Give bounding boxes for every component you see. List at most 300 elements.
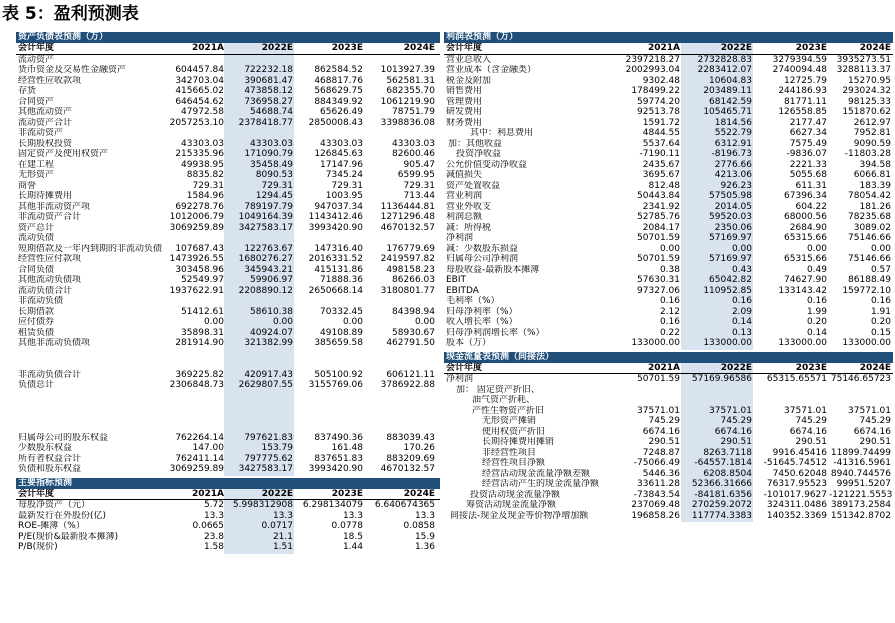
cell-value: 58930.67 — [392, 327, 435, 338]
cell-value: 37571.01 — [637, 405, 680, 416]
table-row — [16, 454, 440, 465]
cell-value: 147.00 — [192, 443, 224, 453]
cell-value: 59774.20 — [637, 96, 680, 107]
row-label: 负债和股东权益 — [18, 464, 82, 474]
cell-value: 2684.90 — [789, 222, 827, 233]
table-row — [16, 97, 440, 108]
cell-value: 0.0717 — [261, 521, 293, 531]
cell-value: 9916.45416 — [772, 447, 827, 458]
row-label: 营业成本（含金融类） — [446, 65, 537, 75]
cell-value: 74627.90 — [784, 275, 827, 285]
cell-value: 6674.16 — [642, 426, 680, 437]
cell-value: 13.3 — [272, 510, 293, 521]
row-label: 毛利率（%） — [446, 296, 500, 306]
table-row — [16, 307, 440, 318]
cell-value: -121221.5553 — [829, 489, 893, 500]
table-row — [444, 458, 893, 469]
cell-value: 15.9 — [414, 531, 435, 542]
cell-value: 415665.02 — [175, 86, 224, 96]
cell-value: 2022E — [720, 43, 752, 53]
cell-value: 736958.27 — [244, 96, 293, 107]
cell-value: 1937622.91 — [169, 285, 224, 296]
cell-value: 2023E — [795, 362, 827, 373]
cell-value: 52549.97 — [181, 275, 224, 285]
table-row — [16, 380, 440, 391]
cell-value: 0.38 — [659, 264, 680, 275]
cell-value: 0.00 — [731, 243, 752, 254]
table-row — [444, 128, 893, 139]
row-label: 合同资产 — [18, 96, 55, 107]
cell-value: 722232.18 — [244, 65, 293, 75]
cell-value: 369225.82 — [175, 369, 224, 380]
cell-value: 237069.48 — [631, 500, 680, 510]
section-header: 利润表预测（万） — [444, 32, 893, 43]
row-label: 少数股东权益 — [18, 443, 73, 453]
row-label: 净利润 — [446, 233, 474, 243]
cell-value: 5.998312908 — [232, 500, 293, 510]
row-label: 其中：利息费用 — [470, 128, 534, 138]
cell-value: 170.26 — [403, 443, 435, 453]
cell-value: 92513.78 — [637, 107, 680, 117]
cell-value: 0.20 — [806, 317, 827, 327]
cell-value: 745.29 — [720, 416, 752, 426]
table-row — [444, 296, 893, 307]
cell-value: 342703.04 — [175, 75, 224, 86]
cell-value: 47972.58 — [181, 107, 224, 117]
cell-value: 303458.96 — [175, 264, 224, 275]
cell-value: 5446.36 — [642, 468, 680, 479]
cell-value: 4213.06 — [714, 170, 752, 180]
table-row — [16, 139, 440, 150]
table-row — [444, 406, 893, 417]
cell-value: -9836.07 — [786, 149, 827, 159]
table-row — [444, 223, 893, 234]
table-row — [444, 448, 893, 459]
cell-value: 420917.43 — [244, 369, 293, 380]
cell-value: 13.3 — [203, 510, 224, 521]
cell-value: 0.00 — [342, 317, 363, 327]
row-label: 会计年度 — [18, 488, 55, 499]
table-row — [444, 254, 893, 265]
row-label: 间接法-现金及现金等价物净增加额 — [450, 510, 589, 521]
cell-value: 293024.32 — [842, 86, 891, 96]
table-row — [444, 118, 893, 129]
cell-value: 5.72 — [203, 500, 224, 510]
cell-value: 7575.49 — [789, 138, 827, 149]
cell-value: 86188.49 — [848, 275, 891, 285]
table-row — [16, 370, 440, 381]
table-row — [444, 244, 893, 255]
cell-value: 604.22 — [795, 201, 827, 212]
cell-value: 8263.7118 — [703, 447, 752, 458]
cell-value: 762264.14 — [175, 432, 224, 443]
table-row — [444, 265, 893, 276]
cell-value: 97327.06 — [637, 285, 680, 296]
row-label: 其他流动负债项 — [18, 275, 82, 285]
cell-value: 65042.82 — [709, 275, 752, 285]
row-label: 非流动资产 — [18, 128, 64, 138]
cell-value: 646454.62 — [175, 96, 224, 107]
cell-value: 2024E — [859, 362, 891, 373]
section-header: 主要指标预测 — [16, 478, 440, 489]
cell-value: 7450.62048 — [772, 468, 827, 479]
cell-value: 18.5 — [342, 531, 363, 542]
row-label: 会计年度 — [446, 43, 483, 53]
cell-value: 50701.59 — [637, 254, 680, 264]
cell-value: 1.99 — [806, 306, 827, 317]
table-row — [16, 338, 440, 349]
cell-value: 1012006.79 — [169, 212, 224, 222]
cell-value: 2629807.55 — [238, 380, 293, 390]
table-row — [444, 160, 893, 171]
row-label: 经营性应收款项 — [18, 75, 82, 86]
table-row — [16, 443, 440, 454]
row-label: 减：少数股东损益 — [446, 243, 519, 254]
cell-value: 3427583.17 — [238, 222, 293, 233]
cell-value: 0.00 — [806, 243, 827, 254]
row-label: 油气资产折耗、 — [472, 395, 536, 405]
cell-value: 6627.34 — [789, 128, 827, 138]
cell-value: 78054.42 — [848, 191, 891, 201]
table-row — [16, 422, 440, 433]
cell-value: 883039.43 — [386, 432, 435, 443]
cell-value: 7248.87 — [642, 447, 680, 458]
cell-value: 1143412.46 — [308, 212, 363, 222]
row-label: 资产总计 — [18, 222, 55, 233]
table-row — [16, 181, 440, 192]
cell-value: 151870.62 — [842, 107, 891, 117]
cell-value: 13.3 — [414, 510, 435, 521]
cell-value: 0.16 — [731, 296, 752, 306]
cell-value: 415131.86 — [314, 264, 363, 275]
table-row — [444, 511, 893, 522]
row-label: 货币资金及交易性金融资产 — [18, 65, 127, 75]
cell-value: 2022E — [261, 43, 293, 53]
cell-value: 281914.90 — [175, 338, 224, 348]
row-label: P/B(现价) — [18, 542, 58, 552]
cell-value: 35458.49 — [250, 159, 293, 170]
cell-value: 54688.74 — [250, 107, 293, 117]
cell-value: -41316.5961 — [833, 458, 891, 468]
cell-value: 3279394.59 — [772, 54, 827, 65]
cell-value: 82600.46 — [392, 149, 435, 159]
cell-value: 52785.76 — [637, 212, 680, 222]
table-row — [444, 338, 893, 349]
cell-value: 2612.97 — [853, 117, 891, 128]
row-label: 营业外收支 — [446, 201, 492, 212]
cell-value: 59520.03 — [709, 212, 752, 222]
cell-value: 171090.79 — [244, 149, 293, 159]
cell-value: 6674.16 — [789, 426, 827, 437]
cell-value: 2850008.43 — [308, 117, 363, 128]
cell-value: 2084.17 — [642, 222, 680, 233]
cell-value: 2397218.27 — [625, 54, 680, 65]
cell-value: 13.3 — [342, 510, 363, 521]
cell-value: 7952.81 — [853, 128, 891, 138]
cell-value: 105465.71 — [703, 107, 752, 117]
cell-value: 468817.76 — [314, 75, 363, 86]
cell-value: 604457.84 — [175, 65, 224, 75]
table-row — [444, 97, 893, 108]
row-label: EBITDA — [446, 285, 479, 296]
cell-value: 133000.00 — [778, 338, 827, 348]
row-label: 资产处置收益 — [446, 180, 501, 191]
table-row — [444, 76, 893, 87]
cell-value: 107687.43 — [175, 243, 224, 254]
cell-value: 884349.92 — [314, 96, 363, 107]
row-label: 所有者权益合计 — [18, 453, 82, 464]
cell-value: 6599.95 — [397, 170, 435, 180]
cell-value: 1013927.39 — [380, 65, 435, 75]
cell-value: 0.22 — [659, 327, 680, 338]
cell-value: 6674.16 — [714, 426, 752, 437]
row-label: 加： 固定资产折旧、 — [456, 384, 540, 395]
cell-value: 1294.45 — [255, 191, 293, 201]
cell-value: 176779.69 — [386, 243, 435, 254]
row-label: 经营活动产生的现金流量净额 — [482, 479, 600, 489]
cell-value: 57169.97 — [709, 254, 752, 264]
table-row — [444, 385, 893, 396]
cell-value: 178499.22 — [631, 86, 680, 96]
cell-value: 837490.36 — [314, 432, 363, 443]
row-label: 流动资产 — [18, 54, 55, 65]
cell-value: 3993420.90 — [308, 464, 363, 474]
table-row — [444, 139, 893, 150]
table-row — [444, 65, 893, 76]
cell-value: 49938.95 — [181, 159, 224, 170]
cell-value: 745.29 — [648, 416, 680, 426]
cell-value: 729.31 — [261, 180, 293, 191]
cell-value: 17147.96 — [320, 159, 363, 170]
cell-value: 35898.31 — [181, 327, 224, 338]
cell-value: 43303.03 — [320, 138, 363, 149]
table-row — [16, 317, 440, 328]
cell-value: 2221.33 — [789, 159, 827, 170]
table-header-row — [16, 43, 440, 54]
cell-value: 390681.47 — [244, 75, 293, 86]
row-label: 减：所得税 — [446, 222, 492, 233]
cell-value: 75146.66 — [848, 254, 891, 264]
cell-value: -75066.49 — [633, 458, 680, 468]
cell-value: 65315.65571 — [766, 374, 827, 384]
table-row — [16, 412, 440, 423]
table-row — [444, 500, 893, 511]
cell-value: 181.26 — [859, 201, 891, 212]
row-label: 非流动资产合计 — [18, 212, 82, 222]
cell-value: 0.15 — [870, 327, 891, 338]
section-header: 现金流量表预测（间接法） — [444, 352, 893, 363]
cell-value: 76317.95523 — [766, 479, 827, 489]
cell-value: 905.47 — [403, 159, 435, 170]
cell-value: 1680276.27 — [238, 254, 293, 264]
cell-value: 729.31 — [403, 180, 435, 191]
row-label: 合同负债 — [18, 264, 55, 275]
row-label: 非流动负债合计 — [18, 369, 82, 380]
cell-value: 682355.70 — [386, 86, 435, 96]
cell-value: 2350.06 — [714, 222, 752, 233]
table-row — [16, 76, 440, 87]
row-label: 经营性项目净额 — [482, 458, 546, 468]
row-label: 无形资产摊销 — [482, 416, 537, 426]
cell-value: 1049164.39 — [238, 212, 293, 222]
row-label: ROE-摊薄（%） — [18, 521, 85, 531]
row-label: 管理费用 — [446, 96, 483, 107]
cell-value: 215335.96 — [175, 149, 224, 159]
cell-value: 389173.2584 — [830, 500, 891, 510]
table-row — [444, 427, 893, 438]
cell-value: 0.00 — [870, 243, 891, 254]
cell-value: -11803.28 — [844, 149, 891, 159]
cell-value: 1003.95 — [325, 191, 363, 201]
row-label: P/E(现价&最新股本摊薄) — [18, 531, 119, 542]
cell-value: 110952.85 — [703, 285, 752, 296]
cell-value: 0.49 — [806, 264, 827, 275]
cell-value: 1271296.48 — [380, 212, 435, 222]
cell-value: 1814.56 — [714, 117, 752, 128]
table-row — [16, 223, 440, 234]
table-row — [444, 170, 893, 181]
cell-value: 926.23 — [720, 180, 752, 191]
row-label: 长期股权投资 — [18, 138, 73, 149]
cell-value: 2022E — [261, 488, 293, 499]
cell-value: 9302.48 — [642, 75, 680, 86]
cell-value: 9090.59 — [853, 138, 891, 149]
table-row — [16, 532, 440, 543]
cell-value: 11899.74499 — [830, 447, 891, 458]
cell-value: 99951.5207 — [836, 479, 891, 489]
table-row — [16, 244, 440, 255]
table-row — [444, 107, 893, 118]
table-row — [16, 212, 440, 223]
row-label: 归属母公司的股东权益 — [18, 432, 109, 443]
cell-value: 2023E — [795, 43, 827, 53]
cell-value: 140352.3369 — [766, 510, 827, 521]
row-label: 固定资产及使用权资产 — [18, 149, 109, 159]
row-label: 无形资产 — [18, 170, 55, 180]
table-row — [444, 233, 893, 244]
cell-value: 1.91 — [870, 306, 891, 317]
table-row — [16, 118, 440, 129]
cell-value: 3993420.90 — [308, 222, 363, 233]
cell-value: 0.16 — [659, 317, 680, 327]
cell-value: 2023E — [331, 488, 363, 499]
cell-value: 2014.05 — [714, 201, 752, 212]
cell-value: 6674.16 — [853, 426, 891, 437]
cell-value: 68000.56 — [784, 212, 827, 222]
cell-value: 2776.66 — [714, 159, 752, 170]
cell-value: 2740094.48 — [772, 65, 827, 75]
row-label: 会计年度 — [18, 43, 55, 53]
table-row — [444, 202, 893, 213]
cell-value: 4844.55 — [642, 128, 680, 138]
cell-value: 2208890.12 — [238, 285, 293, 296]
cell-value: 2306848.73 — [169, 380, 224, 390]
cell-value: 159772.10 — [842, 285, 891, 296]
cell-value: 2341.92 — [642, 201, 680, 212]
cell-value: 40924.07 — [250, 327, 293, 338]
cell-value: 8090.53 — [255, 170, 293, 180]
cell-value: 86266.03 — [392, 275, 435, 285]
row-label: 归属母公司净利润 — [446, 254, 519, 264]
cell-value: 0.00 — [203, 317, 224, 327]
cell-value: 1473926.55 — [169, 254, 224, 264]
cell-value: 151342.8702 — [830, 510, 891, 521]
cell-value: 147316.40 — [314, 243, 363, 254]
cell-value: 729.31 — [192, 180, 224, 191]
cell-value: 133143.42 — [778, 285, 827, 296]
cell-value: 837651.83 — [314, 453, 363, 464]
row-label: 研发费用 — [446, 107, 483, 117]
cell-value: 153.79 — [261, 443, 293, 453]
table-row — [16, 107, 440, 118]
cell-value: 2650668.14 — [308, 285, 363, 296]
row-label: 产性生物资产折旧 — [472, 405, 545, 416]
cell-value: 21.1 — [272, 531, 293, 542]
table-row — [444, 275, 893, 286]
cell-value: 71888.36 — [320, 275, 363, 285]
cell-value: 37571.01 — [848, 405, 891, 416]
table-row — [16, 521, 440, 532]
row-label: 商誉 — [18, 180, 37, 191]
cell-value: 2021A — [191, 43, 224, 53]
row-label: 经营性应付款项 — [18, 254, 82, 264]
table-row — [444, 395, 893, 406]
cell-value: 0.14 — [806, 327, 827, 338]
cell-value: 203489.11 — [703, 86, 752, 96]
cell-value: 6066.81 — [853, 170, 891, 180]
cell-value: 78235.68 — [848, 212, 891, 222]
cell-value: 745.29 — [795, 416, 827, 426]
cell-value: 2021A — [647, 362, 680, 373]
cell-value: 68142.59 — [709, 96, 752, 107]
table-row — [444, 490, 893, 501]
row-label: 收入增长率（%） — [446, 317, 518, 327]
cell-value: -64557.1814 — [694, 458, 752, 468]
cell-value: 3069259.89 — [169, 222, 224, 233]
cell-value: 2024E — [403, 488, 435, 499]
table-row — [16, 296, 440, 307]
row-label: 流动资产合计 — [18, 117, 73, 128]
table-header-row — [16, 489, 440, 500]
cell-value: 2.09 — [731, 306, 752, 317]
cell-value: 122763.67 — [244, 243, 293, 254]
cell-value: 1.44 — [342, 542, 363, 552]
row-label: 使用权资产折旧 — [482, 426, 546, 437]
cell-value: -101017.9627 — [763, 489, 827, 500]
cell-value: 0.43 — [731, 264, 752, 275]
cell-value: 394.58 — [859, 159, 891, 170]
table-row — [444, 86, 893, 97]
table-row — [444, 191, 893, 202]
cell-value: -51645.74512 — [763, 458, 827, 468]
table-row — [16, 464, 440, 475]
cell-value: 3398836.08 — [380, 117, 435, 128]
cell-value: 2021A — [191, 488, 224, 499]
table-row — [16, 202, 440, 213]
cell-value: 6.640674365 — [374, 500, 435, 510]
cell-value: 3180801.77 — [380, 285, 435, 296]
cell-value: 133000.00 — [842, 338, 891, 348]
cell-value: 133000.00 — [631, 338, 680, 348]
cell-value: 290.51 — [795, 437, 827, 447]
table-row — [444, 317, 893, 328]
row-label: 股本（万） — [446, 338, 492, 348]
table-row — [16, 328, 440, 339]
cell-value: 3069259.89 — [169, 464, 224, 474]
cell-value: 290.51 — [720, 437, 752, 447]
table-row — [16, 275, 440, 286]
cell-value: 70332.45 — [320, 306, 363, 317]
